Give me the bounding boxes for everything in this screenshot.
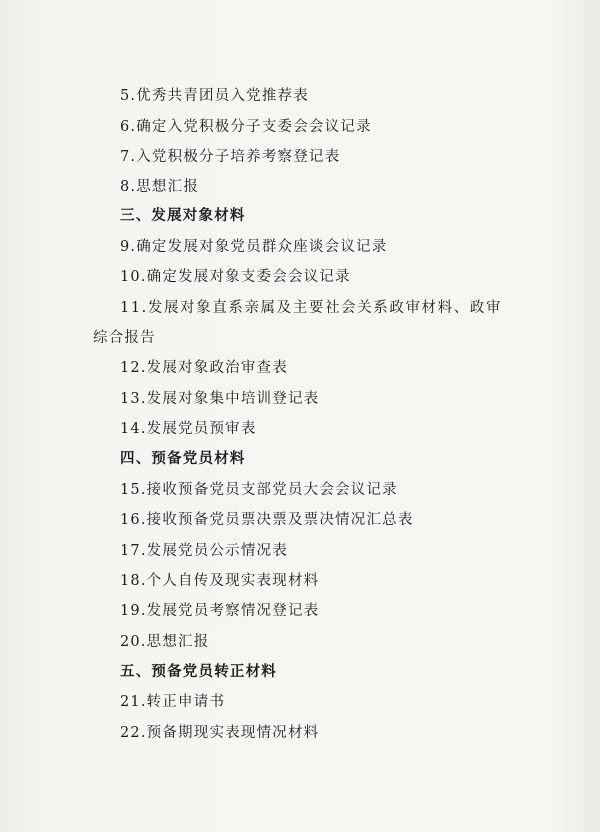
list-item: 11.发展对象直系亲属及主要社会关系政审材料、政审 [120,300,503,316]
list-item: 22.预备期现实表现情况材料 [120,725,320,741]
list-item: 20.思想汇报 [120,634,210,650]
list-item: 17.发展党员公示情况表 [120,543,288,559]
section-heading: 五、预备党员转正材料 [120,663,277,680]
list-item: 14.发展党员预审表 [120,421,257,437]
list-item-continuation: 综合报告 [93,330,156,346]
list-item: 16.接收预备党员票决票及票决情况汇总表 [120,512,414,528]
list-item: 7.入党积极分子培养考察登记表 [120,149,341,165]
list-item: 10.确定发展对象支委会会议记录 [120,269,351,285]
section-heading: 四、预备党员材料 [120,450,246,467]
list-item: 5.优秀共青团员入党推荐表 [120,88,309,104]
list-item: 15.接收预备党员支部党员大会会议记录 [120,482,398,498]
list-item: 6.确定入党积极分子支委会会议记录 [120,119,372,135]
list-item: 21.转正申请书 [120,694,226,710]
section-heading: 三、发展对象材料 [120,207,246,224]
list-item: 9.确定发展对象党员群众座谈会议记录 [120,239,388,255]
list-item: 19.发展党员考察情况登记表 [120,603,320,619]
list-item: 12.发展对象政治审查表 [120,360,288,376]
list-item: 13.发展对象集中培训登记表 [120,391,320,407]
list-item: 8.思想汇报 [120,179,200,195]
list-item: 18.个人自传及现实表现材料 [120,573,320,589]
